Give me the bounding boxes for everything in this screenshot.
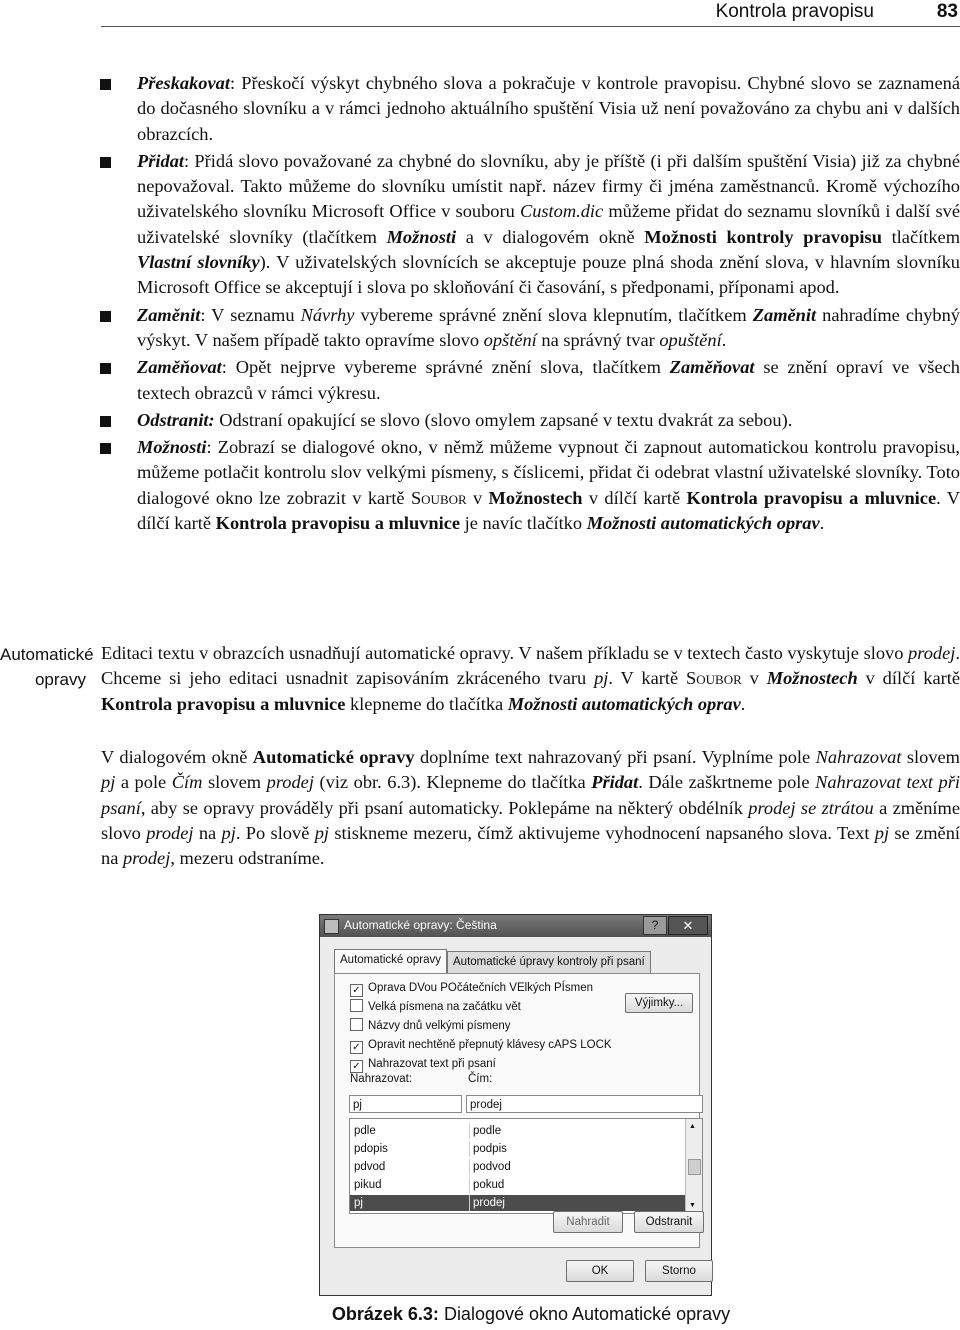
checkbox-sentence-caps[interactable] xyxy=(350,999,521,1015)
text-run xyxy=(137,437,207,457)
text-run: : Opět nejprve vybereme správné znění slova, tlačítkem xyxy=(221,357,670,378)
text-run: ). V uživatelských slovnících se akceptuje pouze plná shoda znění slova, v hlavním slovníku Microsoft Office se akceptují i slova po skloňování či časování, s předponami, příponami apod. xyxy=(137,252,960,298)
bold-italic-run: Možnostech xyxy=(766,668,858,689)
text-run xyxy=(137,357,222,377)
text-run: pj xyxy=(874,822,890,843)
checkbox-day-names[interactable] xyxy=(350,1018,511,1034)
running-title: Kontrola pravopisu xyxy=(715,1,874,22)
replace-label: Nahrazovat: xyxy=(350,1073,413,1085)
bold-italic-run: Přeskakovat xyxy=(137,73,230,93)
text-run: , mezeru odstraníme. xyxy=(170,848,325,869)
text-run: opštění xyxy=(483,329,537,350)
text-run: pj xyxy=(101,772,116,793)
checkbox-box[interactable]: ✓ xyxy=(350,1060,363,1073)
app-icon xyxy=(324,919,339,934)
text-run: . xyxy=(740,693,746,714)
bold-italic-run: Možnosti automatických oprav xyxy=(507,693,741,714)
text-run xyxy=(137,305,200,325)
text-run: . Po slově xyxy=(235,822,315,843)
bullet-item xyxy=(100,355,960,406)
list-item-to: podpis xyxy=(469,1141,507,1157)
checkbox-box[interactable]: ✓ xyxy=(350,1041,363,1054)
bold-italic-run: Vlastní slovníky xyxy=(137,252,260,273)
page-number: 83 xyxy=(936,1,958,22)
bold-italic-run: Přidat xyxy=(137,150,185,171)
text-run: a pole xyxy=(115,772,172,793)
text-run: je navíc tlačítko xyxy=(460,513,587,534)
square-bullet-icon xyxy=(100,443,111,454)
square-bullet-icon xyxy=(100,311,111,322)
cancel-button[interactable]: Storno xyxy=(645,1260,713,1282)
bullet-item xyxy=(100,71,960,147)
text-run: v dílčí kartě xyxy=(582,487,687,508)
help-button[interactable]: ? xyxy=(643,916,667,935)
text-run: Nahrazovat text při psaní xyxy=(101,772,960,818)
bullet-item xyxy=(100,303,960,354)
text-run xyxy=(508,694,741,714)
checkbox-box[interactable]: ✓ xyxy=(350,984,363,997)
text-run: Custom.dic xyxy=(519,201,604,222)
dialog-title: Automatické opravy: Čeština xyxy=(344,918,497,932)
close-button[interactable]: ✕ xyxy=(668,916,708,935)
text-run: prodej xyxy=(266,772,314,793)
text-run: Kontrola pravopisu a mluvnice xyxy=(215,513,461,534)
text-run: opuštění xyxy=(659,329,722,350)
text-run xyxy=(137,252,260,272)
margin-note-line: opravy xyxy=(34,670,86,689)
square-bullet-icon xyxy=(100,416,111,427)
text-run xyxy=(137,151,184,171)
list-item[interactable] xyxy=(350,1159,687,1175)
text-run: Kontrola pravopisu a mluvnice xyxy=(686,487,937,508)
text-run: Odstraní opakující se slovo (slovo omylem zapsané v textu dvakrát za sebou). xyxy=(214,409,793,430)
caption-label: Obrázek 6.3: xyxy=(331,1304,439,1324)
with-input[interactable]: prodej xyxy=(466,1095,703,1113)
checkbox-box[interactable] xyxy=(350,999,363,1012)
checkbox-label: Nahrazovat text při psaní xyxy=(368,1058,496,1070)
text-run: doplníme text nahrazovaný při psaní. Vyplníme pole xyxy=(414,747,816,767)
text-run: , aby se opravy prováděly při psaní automaticky. Poklepáme na některý obdélník xyxy=(140,797,749,818)
bold-italic-run: Zaměnit xyxy=(137,304,201,325)
list-item-to: podvod xyxy=(469,1159,511,1175)
text-run: prodej xyxy=(908,643,956,663)
with-label: Čím: xyxy=(468,1073,493,1085)
text-run: . Chceme si jeho editaci usnadnit zapisováním zkráceného tvaru xyxy=(101,643,960,689)
text-run: . xyxy=(819,513,825,534)
delete-button[interactable]: Odstranit xyxy=(634,1211,704,1233)
body-paragraph xyxy=(101,641,960,717)
text-run: Možnostech xyxy=(488,487,583,508)
text-run: : Přeskočí výskyt chybného slova a pokračuje v kontrole pravopisu. Chybné slovo se zaznamená do dočasného slovníku a v rámci jednoho aktuálního spuštění Visia už není považováno za chybu ani v dalších obrazcích. xyxy=(137,73,960,144)
text-run: Kontrola pravopisu a mluvnice xyxy=(101,693,346,714)
text-run: V dialogovém okně xyxy=(101,747,253,767)
bold-italic-run: Zaměňovat xyxy=(137,357,222,378)
text-run: pj xyxy=(221,822,236,843)
list-item[interactable] xyxy=(350,1141,687,1157)
margin-note-line: Automatické xyxy=(0,645,94,664)
list-scrollbar[interactable] xyxy=(685,1119,702,1213)
list-item-to: prodej xyxy=(469,1195,505,1211)
text-run: na xyxy=(193,822,222,843)
text-run xyxy=(137,410,215,430)
bold-italic-run: Odstranit: xyxy=(137,409,215,430)
caption-text: Dialogové okno Automatické opravy xyxy=(438,1304,731,1324)
text-run: Návrhy xyxy=(300,304,355,325)
body-paragraph xyxy=(101,745,960,871)
text-run: Automatické opravy xyxy=(252,747,415,767)
checkbox-box[interactable] xyxy=(350,1018,363,1031)
bold-italic-run: Možnosti xyxy=(137,437,207,458)
tab-autoformat[interactable]: Automatické úpravy kontroly při psaní xyxy=(447,951,651,973)
checkbox-label: Názvy dnů velkými písmeny xyxy=(368,1020,511,1032)
bullet-list xyxy=(100,71,960,538)
replace-button[interactable]: Nahradit xyxy=(553,1211,623,1233)
dialog-titlebar xyxy=(320,915,711,937)
text-run: slovem xyxy=(202,772,267,793)
checkbox-two-initial-caps[interactable] xyxy=(350,980,593,996)
figure-caption xyxy=(0,1304,960,1325)
bold-italic-run: Možnosti xyxy=(386,226,457,247)
bullet-item xyxy=(100,408,960,433)
text-run: v xyxy=(741,668,767,689)
page-header xyxy=(101,0,960,27)
text-run: v xyxy=(466,487,489,508)
list-item-from: pj xyxy=(354,1197,363,1209)
list-item-to: pokud xyxy=(469,1177,504,1193)
text-run: na správný tvar xyxy=(536,329,660,350)
text-run: můžeme přidat do seznamu slovníků i další své uživatelské slovníky (tlačítkem xyxy=(137,201,960,247)
text-run: vybereme správné znění slova klepnutím, tlačítkem xyxy=(354,304,753,325)
autocorrect-dialog xyxy=(319,914,712,1296)
text-run xyxy=(587,513,820,533)
checkbox-label: Opravit nechtěně přepnutý klávesy cAPS LOCK xyxy=(368,1039,612,1051)
scroll-up-icon[interactable]: ▲ xyxy=(689,1123,696,1130)
list-item-from: pdvod xyxy=(354,1161,386,1173)
text-run: Soubor xyxy=(686,668,742,689)
text-run xyxy=(670,357,755,377)
square-bullet-icon xyxy=(100,157,111,168)
replace-input[interactable]: pj xyxy=(349,1095,462,1113)
text-run: a změníme slovo xyxy=(101,797,960,843)
text-run: stiskneme mezeru, čímž aktivujeme vyhodnocení napsaného slova. Text xyxy=(329,822,875,843)
tab-autocorrect[interactable]: Automatické opravy xyxy=(334,949,447,973)
text-run xyxy=(387,227,457,247)
text-run: Možnosti kontroly pravopisu xyxy=(644,226,882,247)
text-run: . V dílčí kartě xyxy=(137,487,960,534)
scroll-thumb[interactable] xyxy=(688,1159,701,1175)
list-item-from: pdopis xyxy=(354,1143,388,1155)
checkbox-replace-text[interactable] xyxy=(350,1056,496,1072)
list-item[interactable] xyxy=(350,1177,687,1193)
text-run: nahradíme chybný výskyt. V našem případě takto opravíme slovo xyxy=(137,304,960,350)
text-run: Soubor xyxy=(410,487,467,508)
bold-italic-run: Zaměnit xyxy=(752,304,817,325)
list-item-from: pikud xyxy=(354,1179,382,1191)
checkbox-caps-lock[interactable] xyxy=(350,1037,612,1053)
text-run: : Zobrazí se dialogové okno, v němž můžeme vypnout či zapnout automatickou kontrolu pravopisu, můžeme potlačit kontrolu slov velkými písmeny, s číslicemi, přidat či odebrat vlastní uživatelské slovníky. Toto dialogové okno lze zobrazit v kartě xyxy=(137,437,960,508)
checkbox-label: Oprava DVou POčátečních VElkých PÍsmen xyxy=(368,982,593,994)
text-run: : Přidá slovo považované za chybné do slovníku, aby je příště (i při dalším spuštění Visia) již za chybné nepovažoval. Takto můžeme do slovníku umístit např. název firmy či jména zaměstnanců. Kromě výchozího uživatelského slovníku Microsoft Office v souboru xyxy=(137,150,960,222)
text-run: Editaci textu v obrazcích usnadňují automatické opravy. V našem příkladu se v textech často vyskytuje slovo xyxy=(101,643,909,663)
text-run: a v dialogovém okně xyxy=(456,226,645,247)
text-run: . xyxy=(721,329,727,350)
ok-button[interactable]: OK xyxy=(566,1260,634,1282)
text-run xyxy=(137,73,230,93)
text-run: klepneme do tlačítka xyxy=(345,693,508,714)
text-run: slovem xyxy=(901,747,960,767)
text-run: v dílčí kartě xyxy=(857,668,960,689)
text-run: pj xyxy=(314,822,329,843)
bold-italic-run: Zaměňovat xyxy=(669,357,755,378)
text-run: : V seznamu xyxy=(200,304,301,325)
text-run: se změní na xyxy=(101,822,960,869)
text-run: Nahrazovat xyxy=(815,747,902,767)
list-item[interactable] xyxy=(350,1123,687,1139)
text-run: prodej xyxy=(122,848,171,869)
text-run: pj xyxy=(594,668,609,689)
text-run xyxy=(753,305,816,325)
text-run: tlačítkem xyxy=(881,226,960,247)
margin-note xyxy=(0,642,94,692)
square-bullet-icon xyxy=(100,79,111,90)
text-run xyxy=(591,772,638,792)
text-run: . V kartě xyxy=(608,668,687,689)
text-run: . Dále zaškrtneme pole xyxy=(638,772,816,793)
text-run xyxy=(767,668,858,688)
list-item-to: podle xyxy=(469,1123,501,1139)
text-run: prodej se ztrátou xyxy=(748,797,874,818)
text-run: Čím xyxy=(171,772,203,793)
bold-italic-run: Přidat xyxy=(591,772,639,793)
exceptions-button[interactable]: Výjimky... xyxy=(625,993,693,1013)
text-run: se znění opraví ve všech textech obrazců v rámci výkresu. xyxy=(137,357,960,403)
square-bullet-icon xyxy=(100,363,111,374)
bullet-item xyxy=(100,435,960,536)
list-item-from: pdle xyxy=(354,1125,376,1137)
bold-italic-run: Možnosti automatických oprav xyxy=(586,513,820,534)
list-item[interactable] xyxy=(350,1195,687,1211)
bullet-item xyxy=(100,149,960,301)
scroll-down-icon[interactable]: ▼ xyxy=(689,1202,696,1209)
checkbox-label: Velká písmena na začátku vět xyxy=(368,1001,521,1013)
autocorrect-list[interactable] xyxy=(349,1118,703,1214)
text-run: (viz obr. 6.3). Klepneme do tlačítka xyxy=(313,772,592,793)
text-run: prodej xyxy=(146,822,194,843)
